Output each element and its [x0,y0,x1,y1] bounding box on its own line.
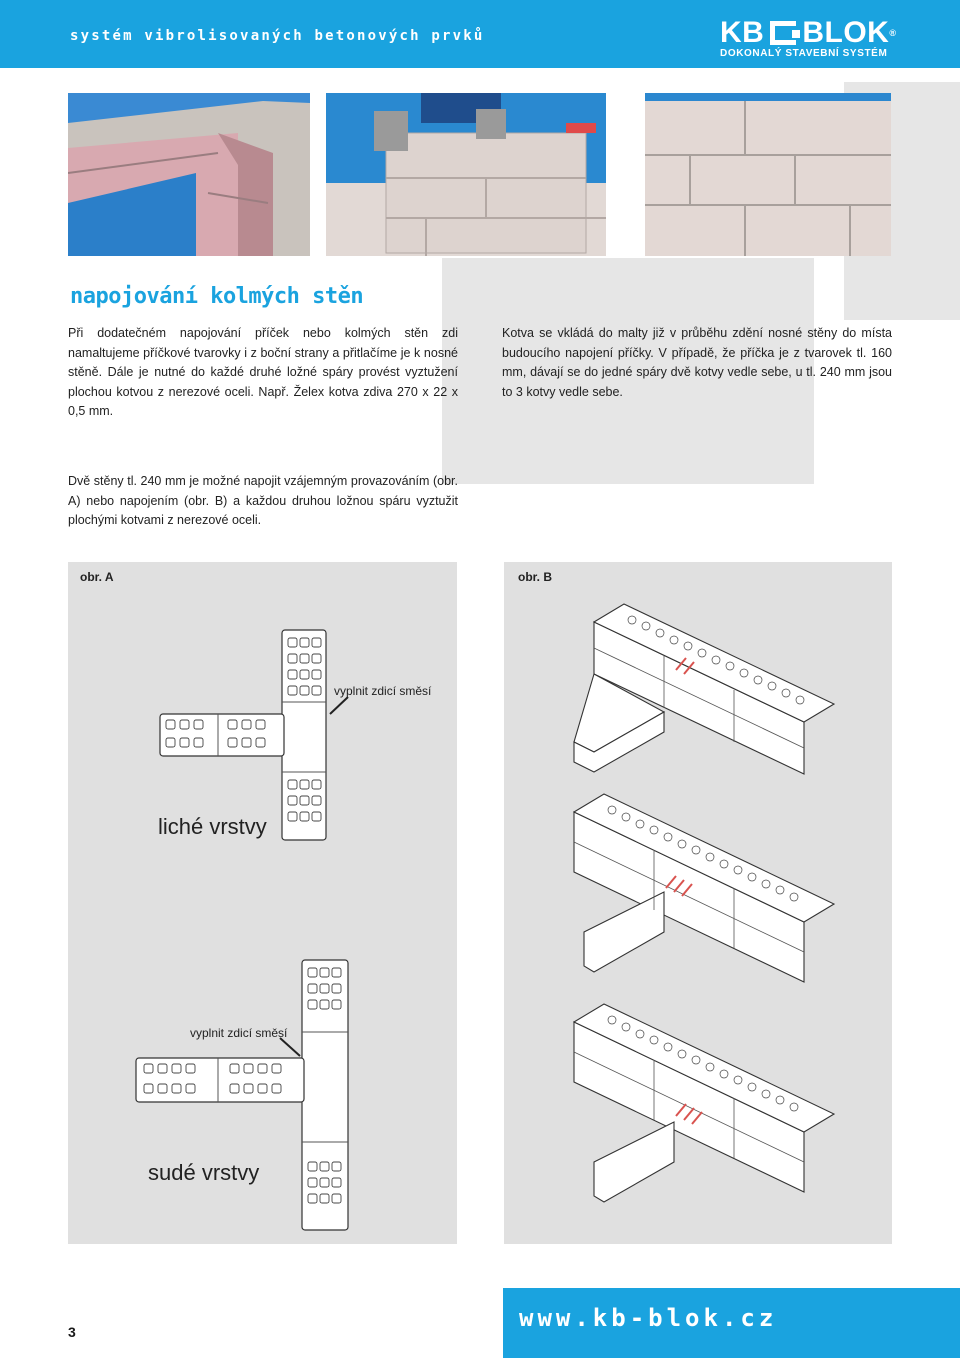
photo-worker-wall [326,93,606,256]
figure-b-panel [504,562,892,1244]
fill-label-bottom: vyplnit zdicí směsí [190,1026,288,1040]
figure-a-label: obr. A [80,570,114,584]
section-title: napojování kolmých stěn [70,284,364,309]
logo-mark-icon [770,21,796,45]
paragraph-intro: Při dodatečném napojování příček nebo kolmých stěn zdi namaltujeme příčkové tvarovky i z boční strany a přitlačíme je k nosné stěně. Dále je nutné do každé druhé ložné spáry provést vyztužení plochou kotvou z nerezové oceli. Např. Želex kotva zdiva 270 x 22 x 0,5 mm. [68,326,458,418]
even-layers-label: sudé vrstvy [148,1160,260,1185]
odd-layers-label: liché vrstvy [158,814,267,839]
page-header [0,0,960,68]
website-link[interactable]: www.kb-blok.cz [519,1304,778,1332]
figure-a-panel [68,562,457,1244]
logo-left: KB [720,16,765,49]
logo-wordmark [720,18,896,48]
logo-right: BLOK [802,16,890,49]
paragraph-walls: Dvě stěny tl. 240 mm je možné napojit vzájemným provazováním (obr. A) nebo napojením (obr. B) a každou druhou ložnou spáru vyztužit plochými kotvami z nerezové oceli. [68,474,458,527]
header-tagline: systém vibrolisovaných betonových prvků [70,28,485,44]
fill-label-top: vyplnit zdicí směsí [334,684,432,698]
paragraph-anchor: Kotva se vkládá do malty již v průběhu zdění nosné stěny do místa budoucího napojení příčky. V případě, že příčka je z tvarovek tl. 160 mm, dávají se do jedné spáry dvě kotvy vedle sebe, u tl. 240 mm jsou to 3 kotvy vedle sebe. [502,326,892,399]
photo-finished-wall [645,93,891,256]
logo-subtitle: DOKONALÝ STAVEBNÍ SYSTÉM [720,48,888,59]
logo-registered: ® [889,28,897,38]
page-number: 3 [68,1324,76,1340]
figure-a-drawing [68,562,457,1244]
figure-b-label: obr. B [518,570,553,584]
figure-b-drawing [504,562,892,1244]
footer-url-box [503,1288,960,1358]
photo-corner-mortar [68,93,310,256]
kb-blok-logo [720,18,940,64]
